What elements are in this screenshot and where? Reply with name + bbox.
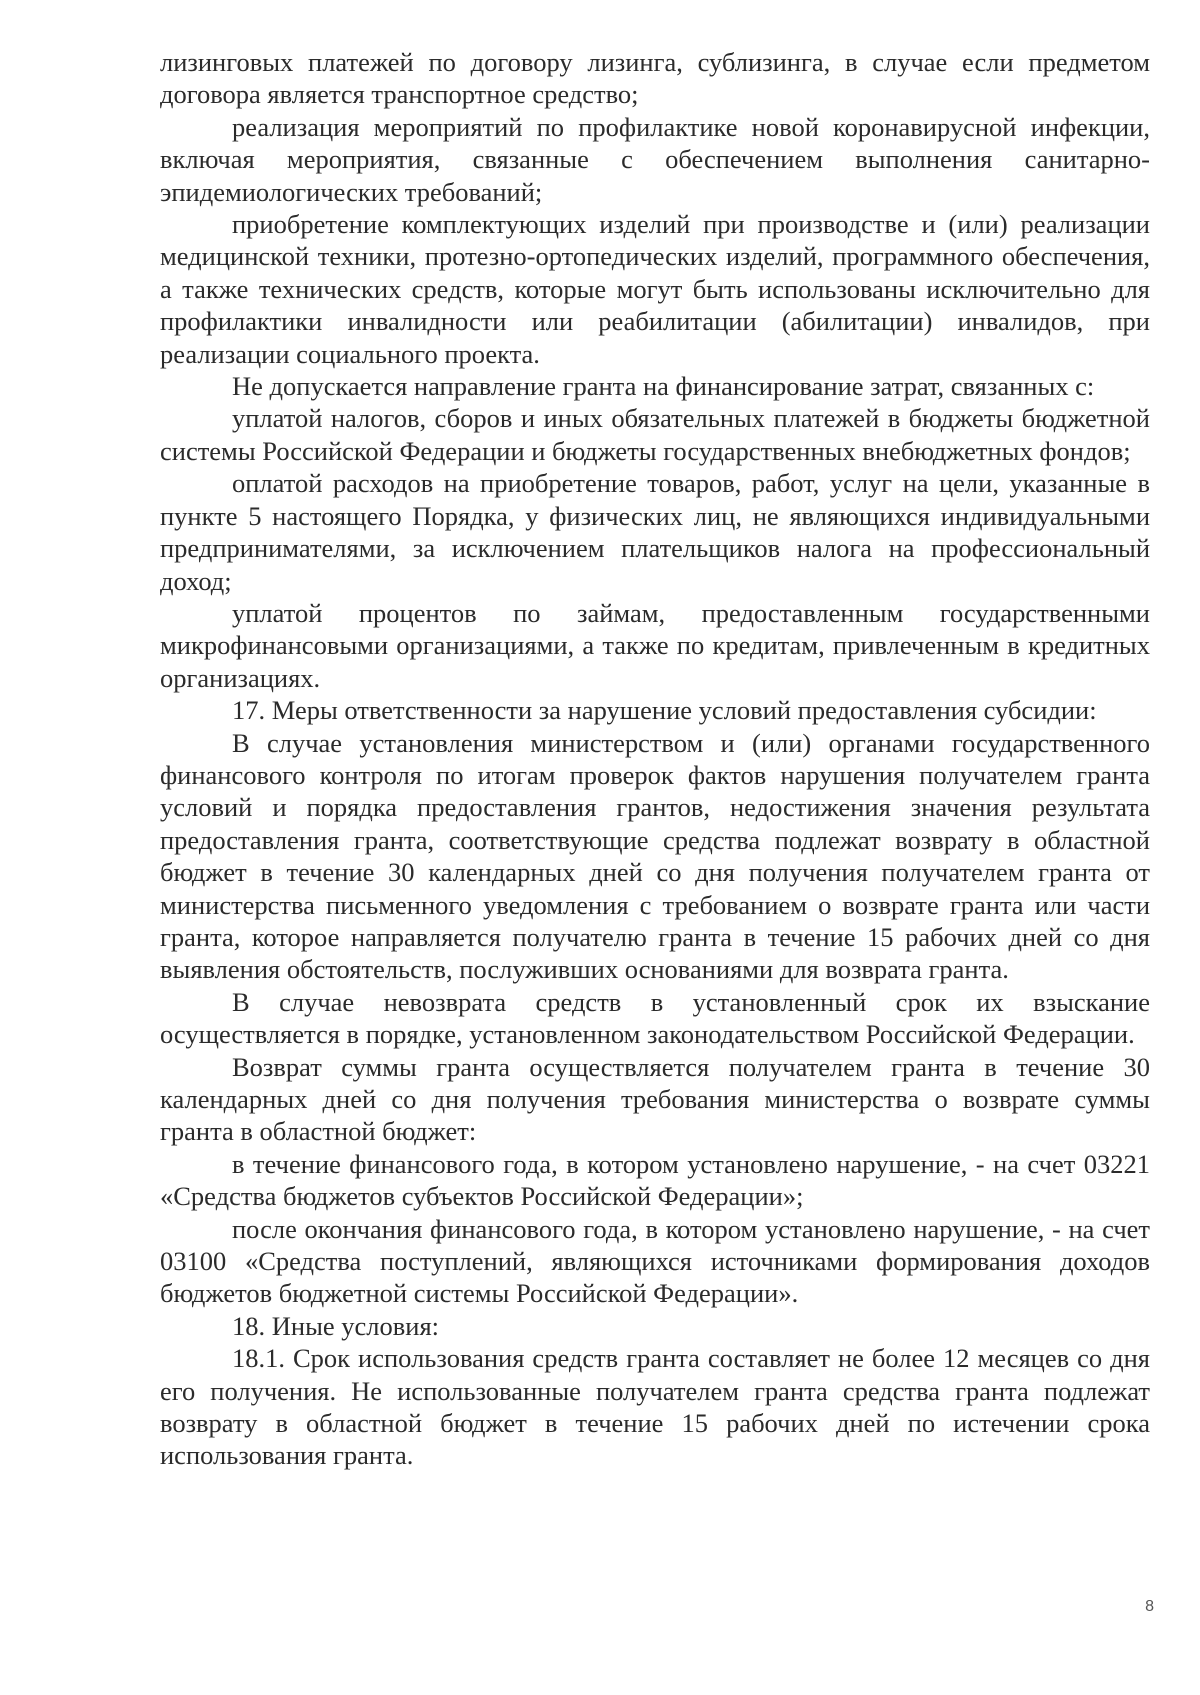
paragraph-leasing-payments: лизинговых платежей по договору лизинга, сублизинга, в случае если предметом договора является транспортное средство; [160, 47, 1150, 110]
page-number: 8 [1145, 1598, 1154, 1615]
paragraph-return-terms: Возврат суммы гранта осуществляется получателем гранта в течение 30 календарных дней со дня получения требования министерства о возврате суммы гранта в областной бюджет: [160, 1051, 1150, 1147]
paragraph-components-purchase: приобретение комплектующих изделий при производстве и (или) реализации медицинской техники, протезно-ортопедических изделий, программного обеспечения, а также технических средств, которые могут быть использованы исключительно для профилактики инвалидности или реабилитации (абилитации) инвалидов, при реализации социального проекта. [160, 209, 1150, 369]
paragraph-loan-interest: уплатой процентов по займам, предоставленным государственными микрофинансовыми организациями, а также по кредитам, привлеченным в кредитных организациях. [160, 597, 1150, 693]
document-body [160, 46, 1150, 1472]
section-17-heading: 17. Меры ответственности за нарушение условий предоставления субсидии: [232, 695, 1097, 726]
paragraph-not-allowed-intro: Не допускается направление гранта на финансирование затрат, связанных с: [232, 371, 1095, 402]
paragraph-covid-measures: реализация мероприятий по профилактике новой коронавирусной инфекции, включая мероприятия, связанные с обеспечением выполнения санитарно-эпидемиологических требований; [160, 111, 1150, 207]
paragraph-enforced-collection: В случае невозврата средств в установленный срок их взыскание осуществляется в порядке, установленном законодательством Российской Федерации. [160, 986, 1150, 1050]
paragraph-usage-period: 18.1. Срок использования средств гранта составляет не более 12 месяцев со дня его получения. Не использованные получателем гранта средства гранта подлежат возврату в областной бюджет в течение 15 рабочих дней по истечении срока использования гранта. [160, 1343, 1150, 1471]
section-18-heading: 18. Иные условия: [232, 1310, 439, 1341]
paragraph-account-03221: в течение финансового года, в котором установлено нарушение, - на счет 03221 «Средства бюджетов субъектов Российской Федерации»; [160, 1148, 1150, 1212]
paragraph-violation-return: В случае установления министерством и (или) органами государственного финансового контроля по итогам проверок фактов нарушения получателем гранта условий и порядка предоставления грантов, недостижения значения результата предоставления гранта, соответствующие средства подлежат возврату в областной бюджет в течение 30 календарных дней со дня получения получателем гранта от министерства письменного уведомления с требованием о возврате гранта или части гранта, которое направляется получателю гранта в течение 15 рабочих дней со дня выявления обстоятельств, послуживших основаниями для возврата гранта. [160, 727, 1150, 985]
paragraph-account-03100: после окончания финансового года, в котором установлено нарушение, - на счет 03100 «Средства поступлений, являющихся источниками формирования доходов бюджетов бюджетной системы Российской Федерации». [160, 1213, 1150, 1309]
paragraph-taxes: уплатой налогов, сборов и иных обязательных платежей в бюджеты бюджетной системы Российской Федерации и бюджеты государственных внебюджетных фондов; [160, 403, 1150, 466]
paragraph-individuals-expenses: оплатой расходов на приобретение товаров, работ, услуг на цели, указанные в пункте 5 настоящего Порядка, у физических лиц, не являющихся индивидуальными предпринимателями, за исключением плательщиков налога на профессиональный доход; [160, 468, 1150, 596]
